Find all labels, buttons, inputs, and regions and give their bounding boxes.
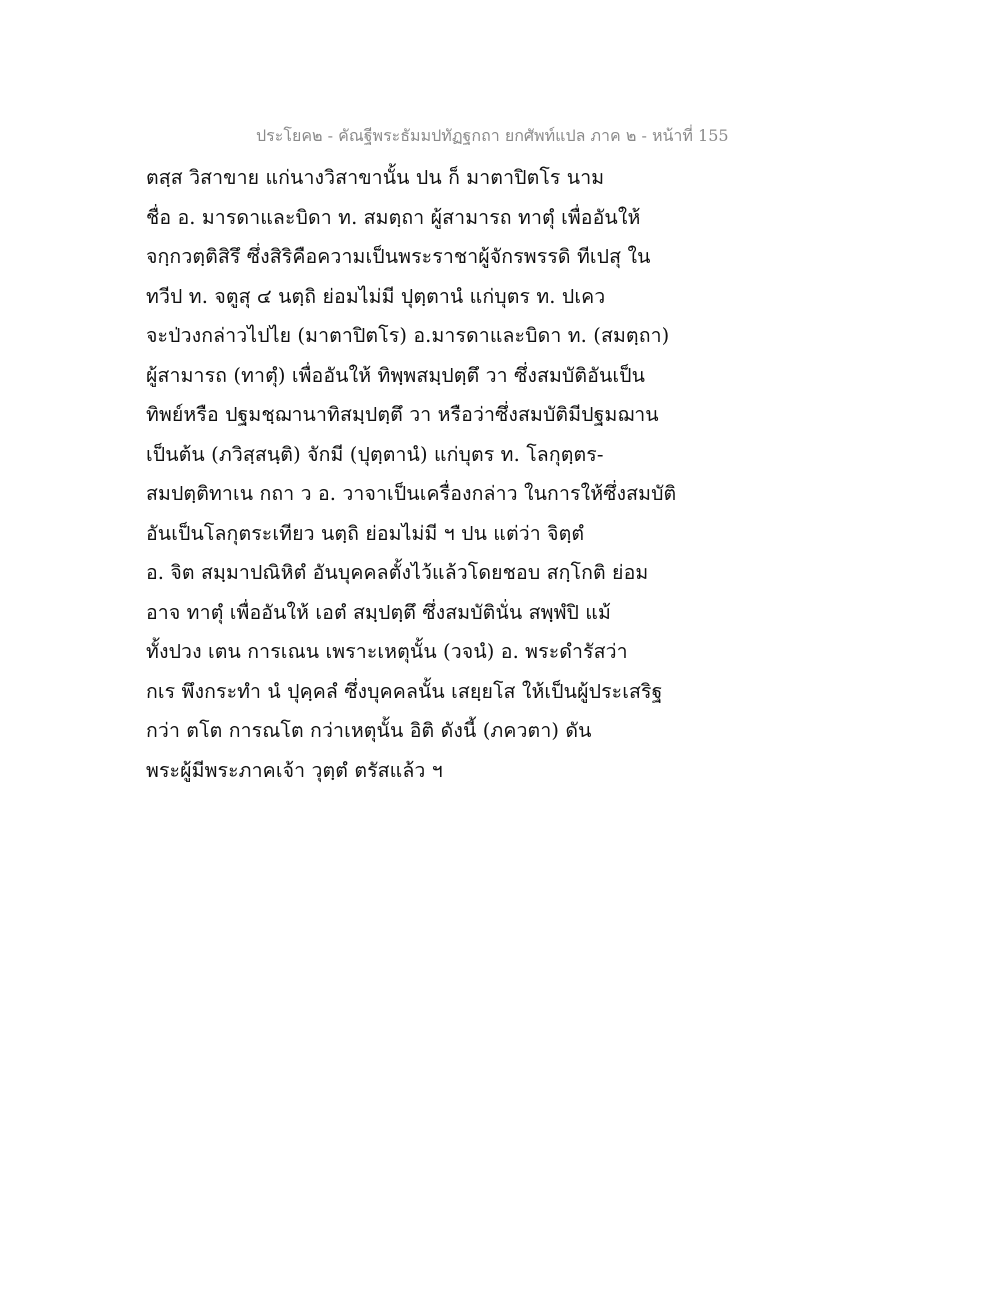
text-line-13: ทั้งปวง เตน การเณน เพราะเหตุนั้น (วจนํ) อ. พระดำรัสว่า xyxy=(146,640,628,663)
text-line-12: อาจ ทาตุํ เพื่ออันให้ เอตํ สมฺปตฺตึ ซึ่งสมบัตินั่น สพฺพํปิ แม้ xyxy=(146,600,611,624)
text-line-7: ทิพย์หรือ ปฐมชฺฌานาทิสมฺปตฺตึ วา หรือว่าซึ่งสมบัติมีปฐมฌาน xyxy=(146,403,659,426)
text-line-10: อันเป็นโลกุตระเทียว นตฺถิ ย่อมไม่มี ฯ ปน แต่ว่า จิตฺตํ xyxy=(146,521,585,545)
text-line-6: ผู้สามารถ (ทาตุํ) เพื่ออันให้ ทิพฺพสมฺปตฺตึ วา ซึ่งสมบัติอันเป็น xyxy=(146,363,646,387)
text-line-4: ทวีป ท. จตูสุ ๔ นตฺถิ ย่อมไม่มี ปุตฺตานํ แก่บุตร ท. ปเคว xyxy=(146,284,606,308)
text-line-16: พระผู้มีพระภาคเจ้า วุตฺตํ ตรัสแล้ว ฯ xyxy=(146,758,443,782)
text-line-3: จกฺกวตฺติสิรึ ซึ่งสิริคือความเป็นพระราชาผู้จักรพรรดิ ทีเปสุ ใน xyxy=(146,245,651,268)
text-line-15: กว่า ตโต การณโต กว่าเหตุนั้น อิติ ดังนี้ (ภควตา) ดัน xyxy=(146,719,592,742)
text-line-8: เป็นต้น (ภวิสฺสนฺติ) จักมี (ปุตฺตานํ) แก่บุตร ท. โลกุตฺตร- xyxy=(146,442,604,466)
body-text xyxy=(146,158,706,790)
text-line-2: ชื่อ อ. มารดาและบิดา ท. สมตฺถา ผู้สามารถ ทาตุํ เพื่ออันให้ xyxy=(146,205,641,229)
text-line-11: อ. จิต สมฺมาปณิหิตํ อันบุคคลตั้งไว้แล้วโดยชอบ สกฺโกติ ย่อม xyxy=(146,561,649,584)
text-line-14: กเร พึงกระทำ นํ ปุคฺคลํ ซึ่งบุคคลนั้น เสยฺยโส ให้เป็นผู้ประเสริฐ xyxy=(146,679,663,703)
text-line-5: จะป่วงกล่าวไปไย (มาตาปิตโร) อ.มารดาและบิดา ท. (สมตฺถา) xyxy=(146,324,670,347)
page-header: ประโยค๒ - คัณฐีพระธัมมปทัฏฐกถา ยกศัพท์แปล ภาค ๒ - หน้าที่ 155 xyxy=(256,126,729,145)
text-line-9: สมปตฺติทาเน กถา ว อ. วาจาเป็นเครื่องกล่าว ในการให้ซึ่งสมบัติ xyxy=(146,482,677,505)
text-line-1: ตสฺส วิสาขาย แก่นางวิสาขานั้น ปน ก็ มาตาปิตโร นาม xyxy=(146,166,605,189)
